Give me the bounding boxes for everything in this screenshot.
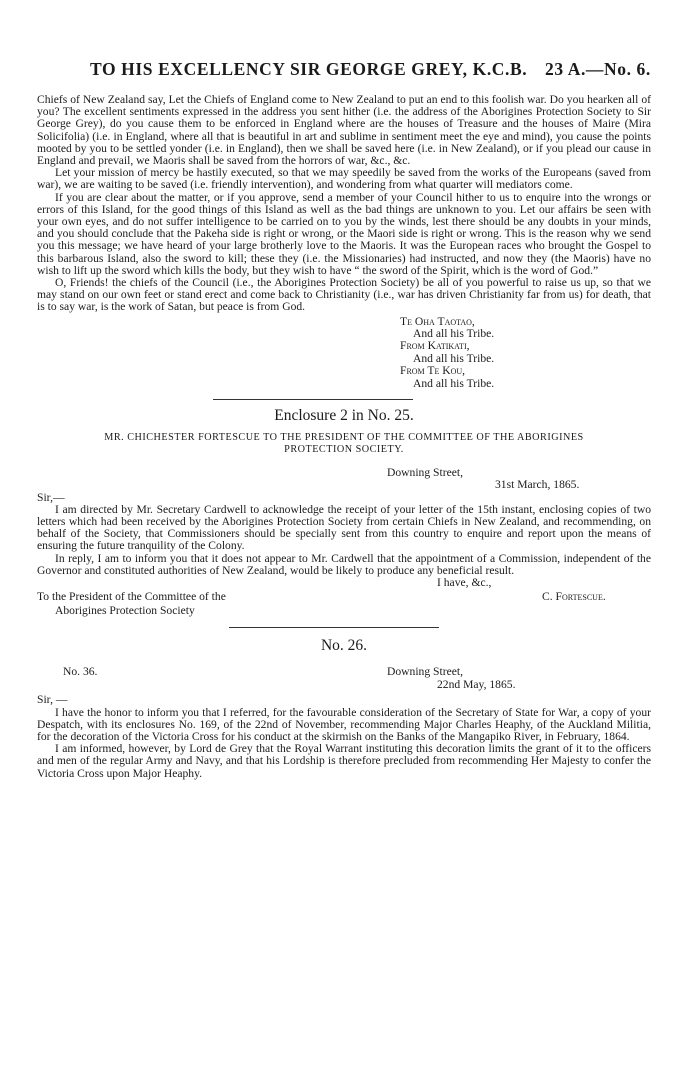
dateline-place: Downing Street, xyxy=(387,665,463,679)
signatory-tribe: And all his Tribe. xyxy=(413,327,495,341)
signatory: From Te Kou, xyxy=(400,364,466,378)
enclosure-address xyxy=(37,432,651,456)
dateline-date: 22nd May, 1865. xyxy=(437,678,516,692)
enclosure-paragraph: In reply, I am to inform you that it does not appear to Mr. Cardwell that the appointment of a Commission, independent of the Governor and constituted authorities of New Zealand, would be likely to produce any beneficial result. xyxy=(37,551,651,577)
section-divider xyxy=(229,627,439,628)
closing-formula: I have, &c., xyxy=(437,575,492,589)
salutation: Sir,— xyxy=(37,490,65,504)
letter-paragraph: If you are clear about the matter, or if you approve, send a member of your Council hither to us to enquire into the wrongs or errors of this Island, for the good things of this Island as well as the bad things are unknown to you. Let our affairs be seen with your own eyes, and do not suffer intelligence to be carried on to you by the winds, lest there should be any doubts in your minds, and you should conclude that the Pakeha side is right or wrong, or the Maori side is right or wrong. This is the reason why we send you this message; we have heard of your large brotherly love to the Maoris. It was the European races who brought the Gospel to this barbarous Island, also the sword to kill; these they (i.e. the Missionaries) had instructed, and now they (the Maoris) have no wish to lift up the sword which kills the body, but they wish to have “ the sword of the Spirit, which is the word of God.” xyxy=(37,190,651,277)
signatory-tribe: And all his Tribe. xyxy=(413,351,495,365)
signatory-tribe: And all his Tribe. xyxy=(413,376,495,390)
letter-paragraph: O, Friends! the chiefs of the Council (i.e., the Aborigines Protection Society) be all of you powerful to raise us up, so that we may stand on our own feet or stand erect and come back to Christianity (i.e., war has driven Christianity far from us) for death, that is to say war, is the work of Satan, but peace is from God. xyxy=(37,276,651,314)
letter-paragraph: Let your mission of mercy be hastily executed, so that we may speedily be saved from the works of the Europeans (saved from war), we are waiting to be saved (i.e. friendly intervention), and wondering from what quarter will mediators come. xyxy=(37,166,651,192)
page-body xyxy=(37,94,651,780)
signatory: Te Oha Taotao, xyxy=(400,314,475,328)
despatch-number: No. 36. xyxy=(63,665,98,679)
signature-block xyxy=(400,316,651,390)
addressee-line: To the President of the Committee of the xyxy=(37,589,226,603)
address-line: MR. CHICHESTER FORTESCUE TO THE PRESIDENT OF THE COMMITTEE OF THE ABORIGINES xyxy=(104,432,584,444)
letter-paragraph: Chiefs of New Zealand say, Let the Chiefs of England come to New Zealand to put an end to this foolish war. Do you hearken all of you? The excellent sentiments expressed in the address you sent hither (i.e. the address of the Aborigines Protection Society to Sir George Grey), do you cause them to be enforced in England where are the houses of Treasure and the houses of Maire (Mira Solicifolia) (i.e. in England, where all that is beautiful in art and sublime in sentiment meet the eye and mind), you cause the points mooted by you to be settled yonder (i.e. in England), then we shall be saved here (i.e. in New Zealand), or if you plead our cause in England and prevail, we Maoris shall be saved from the horrors of war, &c., &c. xyxy=(37,93,651,168)
despatch-paragraph: I am informed, however, by Lord de Grey that the Royal Warrant instituting this decoration limits the grant of it to the officers and men of the regular Army and Navy, and that his Lordship is therefore precluded from recommending Her Majesty to confer the Victoria Cross upon Major Heaphy. xyxy=(37,742,651,780)
enclosure-closing xyxy=(37,577,651,605)
page-reference: 23 A.—No. 6. xyxy=(545,59,651,79)
running-head xyxy=(90,59,650,80)
running-head-title: TO HIS EXCELLENCY SIR GEORGE GREY, K.C.B. xyxy=(90,59,528,79)
section-divider xyxy=(213,399,413,400)
signatory: From Katikati, xyxy=(400,339,470,353)
dateline-date: 31st March, 1865. xyxy=(495,478,580,492)
salutation: Sir, — xyxy=(37,693,68,707)
enclosure-title: Enclosure 2 in No. 25. xyxy=(274,407,414,425)
despatch-header xyxy=(37,666,651,694)
addressee-line: Aborigines Protection Society xyxy=(55,603,195,617)
despatch-paragraph: I have the honor to inform you that I referred, for the favourable consideration of the Secretary of State for War, a copy of your Despatch, with its enclosures No. 169, of the 22nd of November, recommending Major Charles Heaphy, of the Auckland Militia, for the decoration of the Victoria Cross for his conduct at the skirmish on the Banks of the Mangapiko River, in February, 1864. xyxy=(37,705,651,743)
despatch-title: No. 26. xyxy=(320,637,368,655)
address-line: PROTECTION SOCIETY. xyxy=(284,444,404,456)
enclosure-paragraph: I am directed by Mr. Secretary Cardwell to acknowledge the receipt of your letter of the 15th instant, enclosing copies of two letters which had been received by the Aborigines Protection Society from certain Chiefs in New Zealand, and recommending, on behalf of the Society, that Commissioners should be specially sent from this country to enquire and report upon the means of ensuring the future tranquility of the Colony. xyxy=(37,502,651,553)
dateline-place: Downing Street, xyxy=(387,466,463,480)
signer-name: C. Fortescue. xyxy=(542,589,606,603)
